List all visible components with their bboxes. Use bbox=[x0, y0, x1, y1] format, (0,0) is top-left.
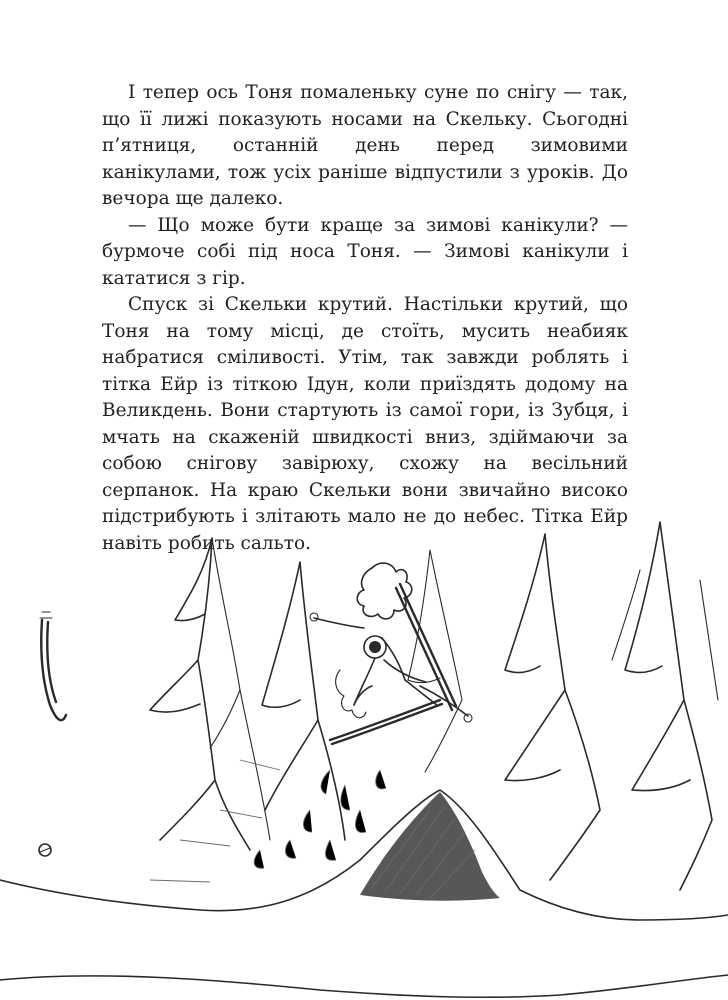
story-text bbox=[102, 80, 628, 557]
paragraph-1: І тепер ось Тоня помаленьку суне по снігу — так, що її лижі показують носами на Скельку. Сьогодні п’ятниця, останній день перед зимовими канікулами, тож усіх раніше відпустили з уроків. До вечора ще далеко. bbox=[102, 82, 628, 209]
snowy-hill bbox=[0, 790, 728, 997]
sketch-drawing bbox=[0, 510, 728, 1000]
snow-spray bbox=[150, 760, 386, 882]
paragraph-2: — Що може бути краще за зимові канікули? — бурмоче собі під носа Тоня. — Зимові канікули і кататися з гір. bbox=[102, 214, 628, 289]
paragraph-3: Спуск зі Скельки крутий. Настільки крутий, що Тоня на тому місці, де стоїть, мусить неабияк набратися сміливості. Утім, так завжди роблять і тітка Ейр із тіткою Ідун, коли приїздять додому на Великдень. Вони стартують із самої гори, із Зубця, і мчать на скаженій швидкості вниз, здіймаючи за собою снігову завірюху, схожу на весільний серпанок. На краю Скельки вони звичайно високо підстрибують і злітають мало не до небес. Тітка Ейр навіть робить сальто. bbox=[102, 294, 628, 554]
skier-illustration bbox=[0, 510, 728, 1000]
jumping-skier bbox=[310, 563, 472, 744]
hanging-ski-boot bbox=[40, 612, 66, 720]
